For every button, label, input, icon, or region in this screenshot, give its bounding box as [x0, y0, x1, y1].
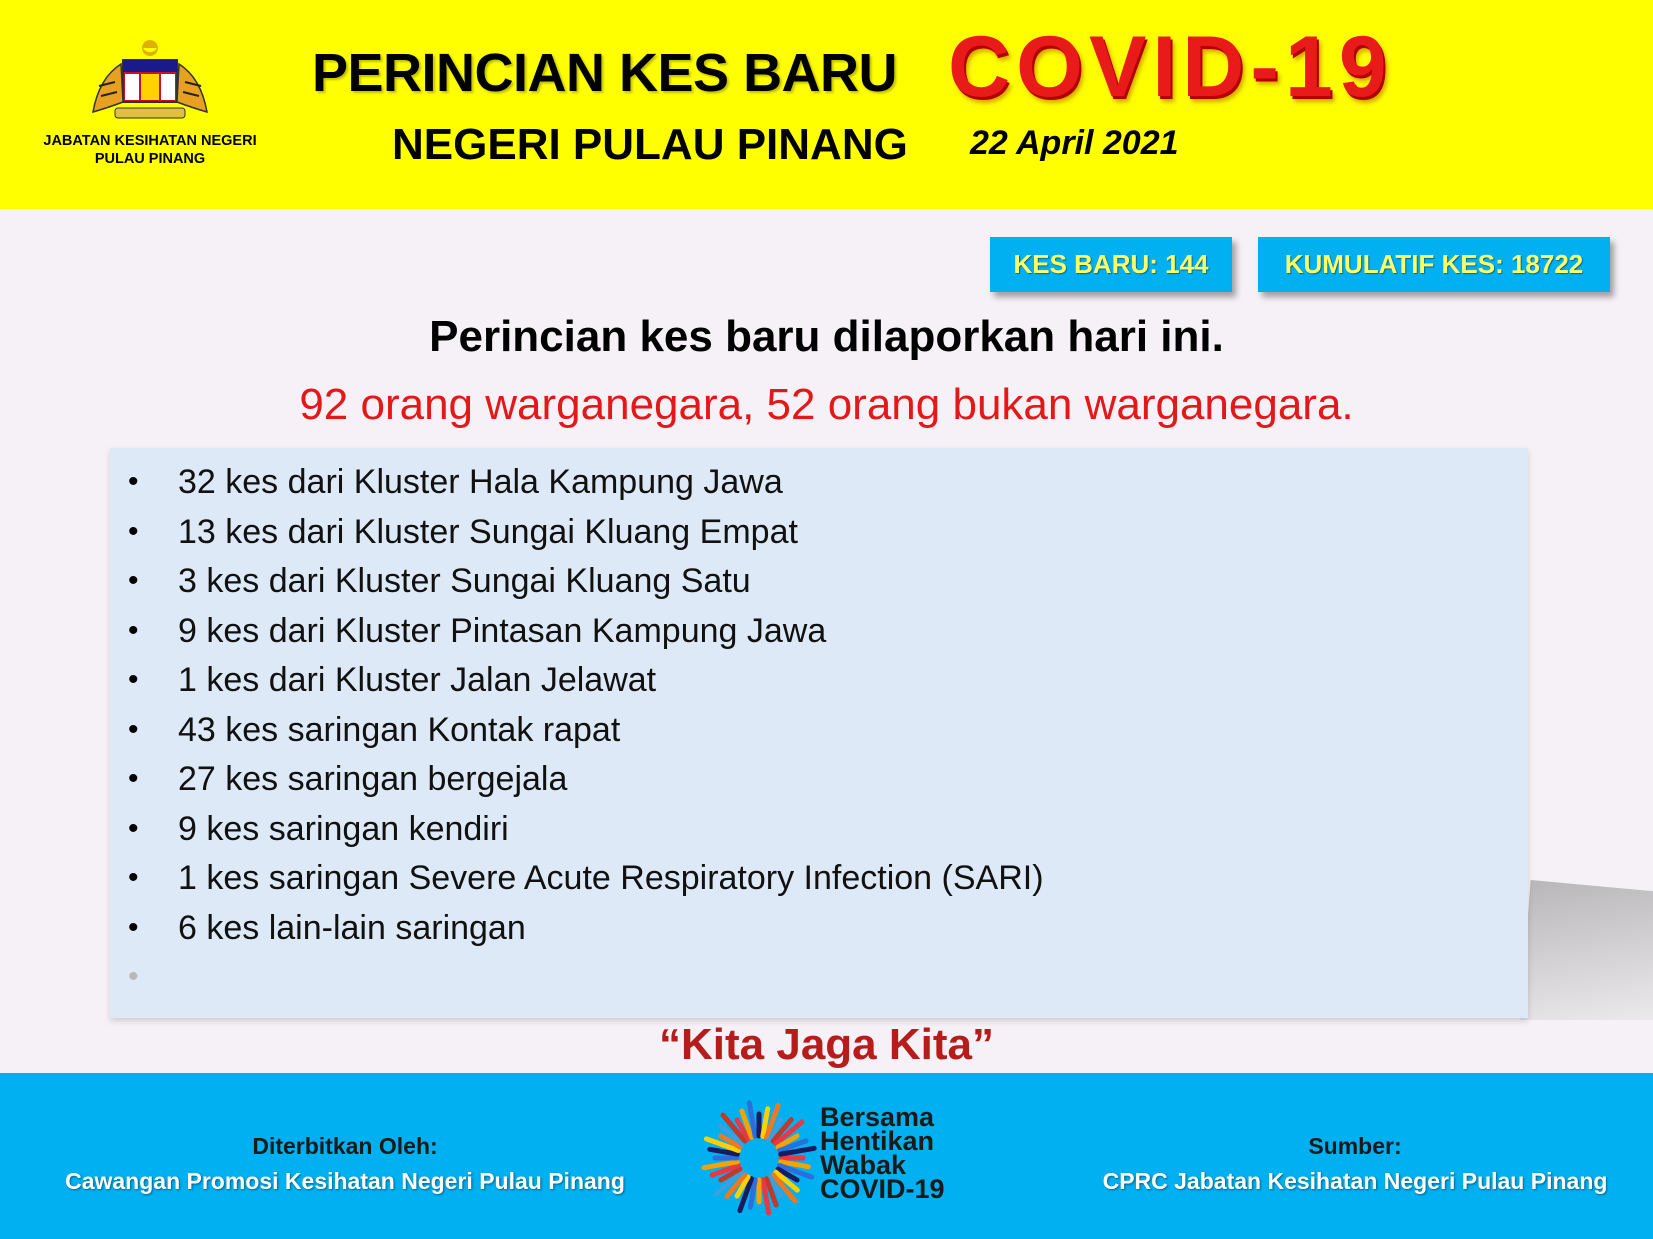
source-block — [1090, 1133, 1620, 1195]
list-item-text: 9 kes saringan kendiri — [178, 809, 509, 848]
page-title: PERINCIAN KES BARU — [312, 43, 898, 103]
organization-name: JABATAN KESIHATAN NEGERI PULAU PINANG — [43, 133, 257, 167]
decorative-shadow — [1520, 880, 1653, 1020]
sunburst-logo-icon — [700, 1099, 818, 1217]
publisher-label: Diterbitkan Oleh: — [252, 1133, 438, 1159]
bullet-icon: • — [128, 960, 139, 993]
list-item — [110, 759, 1528, 809]
slogan: “Kita Jaga Kita” — [659, 1020, 994, 1069]
bullet-icon: • — [128, 663, 139, 696]
report-date: 22 April 2021 — [970, 124, 1179, 162]
bullet-icon: • — [128, 613, 139, 647]
list-item-text: 1 kes dari Kluster Jalan Jelawat — [178, 661, 657, 699]
bullet-icon: • — [128, 564, 139, 597]
state-subtitle: NEGERI PULAU PINANG — [392, 120, 908, 169]
bullet-icon: • — [128, 910, 139, 944]
campaign-logo — [700, 1099, 970, 1217]
list-item-text: 9 kes dari Kluster Pintasan Kampung Jawa — [178, 611, 827, 650]
list-item-text: 32 kes dari Kluster Hala Kampung Jawa — [178, 463, 783, 501]
header-banner — [0, 0, 1653, 209]
list-item — [110, 512, 1528, 562]
list-item — [110, 611, 1528, 661]
case-breakdown-list — [110, 448, 1528, 1018]
list-item — [110, 710, 1528, 760]
citizenship-summary: 92 orang warganegara, 52 orang bukan warganegara. — [299, 380, 1354, 429]
publisher-name: Cawangan Promosi Kesihatan Negeri Pulau Pinang — [65, 1168, 625, 1194]
list-item-text: 6 kes lain-lain saringan — [178, 908, 526, 947]
new-cases-badge: KES BARU: 144 — [990, 237, 1232, 292]
campaign-text: Bersama Hentikan Wabak COVID-19 — [820, 1102, 945, 1204]
source-label: Sumber: — [1308, 1133, 1402, 1159]
bullet-icon: • — [128, 712, 139, 746]
list-item-text: 13 kes dari Kluster Sungai Kluang Empat — [178, 512, 798, 551]
list-item — [110, 908, 1528, 958]
list-item-text: 1 kes saringan Severe Acute Respiratory Infection (SARI) — [178, 859, 1044, 897]
bullet-icon: • — [128, 465, 139, 498]
malaysia-coat-of-arms-icon — [85, 38, 215, 126]
list-item — [110, 858, 1528, 908]
bullet-icon: • — [128, 811, 139, 845]
covid-title: COVID-19 — [948, 19, 1393, 115]
list-item — [110, 660, 1528, 710]
details-headline: Perincian kes baru dilaporkan hari ini. — [429, 312, 1224, 361]
list-item-text: 27 kes saringan bergejala — [178, 760, 568, 798]
cumulative-cases-badge: KUMULATIF KES: 18722 — [1258, 237, 1610, 292]
list-item — [110, 809, 1528, 859]
list-item — [110, 462, 1528, 512]
bullet-icon: • — [128, 762, 139, 795]
bullet-icon: • — [128, 514, 139, 548]
list-item-text: 43 kes saringan Kontak rapat — [178, 710, 621, 749]
list-item — [110, 561, 1528, 611]
bullet-icon: • — [128, 861, 139, 894]
footer-bar — [0, 1073, 1653, 1239]
ministry-logo — [20, 38, 280, 168]
empty-list-item — [110, 957, 1528, 1007]
list-item-text: 3 kes dari Kluster Sungai Kluang Satu — [178, 562, 751, 600]
publisher-block — [0, 1133, 690, 1195]
source-name: CPRC Jabatan Kesihatan Negeri Pulau Pinang — [1102, 1168, 1608, 1194]
